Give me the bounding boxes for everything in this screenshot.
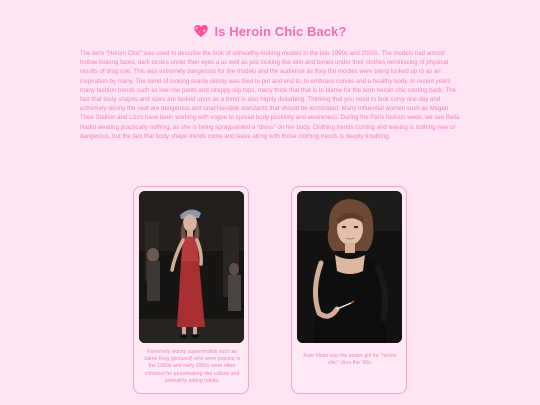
- figure-card-1: [133, 186, 249, 394]
- sparkling-heart-icon: [193, 23, 209, 39]
- article-title: Is Heroin Chic Back?: [214, 23, 347, 39]
- model-photo-1: [139, 191, 244, 343]
- figure-caption-1: Extremely skinny supermodels such as Jaime King (pictured) who were popular in the 1990s and early 2000s were often criticized for perpetuating diet culture and unhealthy eating habits.: [143, 349, 241, 384]
- figure-card-2: [291, 186, 407, 394]
- model-photo-2: [297, 191, 402, 343]
- article-header: [0, 20, 540, 42]
- figure-caption-2: Kate Moss was the poster girl for “heroin chic” circa the ’90s.: [303, 353, 397, 367]
- article-body: The term “Heroin Chic” was used to describe the look of unhealthy-looking models in the late 1990s and 2000s. The models had almost hollow looking faces, dark circles under their eyes a as well as just looking like skin and bones under their clothes reminiscing of physical results of drug use. This was extremely dangerous for the models and the audience as they the models were being looked up to as an inspiration by many. The trend of looking scarily skinny was tried to put and end to, to embrace curves and a healthy body. In recent years many fashion trends such as low-rise pants and strappy slip tops, many think that that is to blame for the term heroin chic coming back. The fact that body shapes and sizes are looked upon as a trend is also highly disturbing. Thinking that you need to look curvy one day and extremely skinny the next are dangerous and unachievable standards that should be terminated. Many influential women such as Megan Thee Stallion and Lizzo have been working with vogue to spread body positivity and awareness. During the Paris fashion week, we see Bella Hadid wearing practically nothing, as she is being spraypainted a “dress” on her body. Clothing trends coming and leaving is nothing new or dangerous, but the fact that body shape trends come and leave along with those clothing trends is deeply troubling.: [80, 50, 460, 140]
